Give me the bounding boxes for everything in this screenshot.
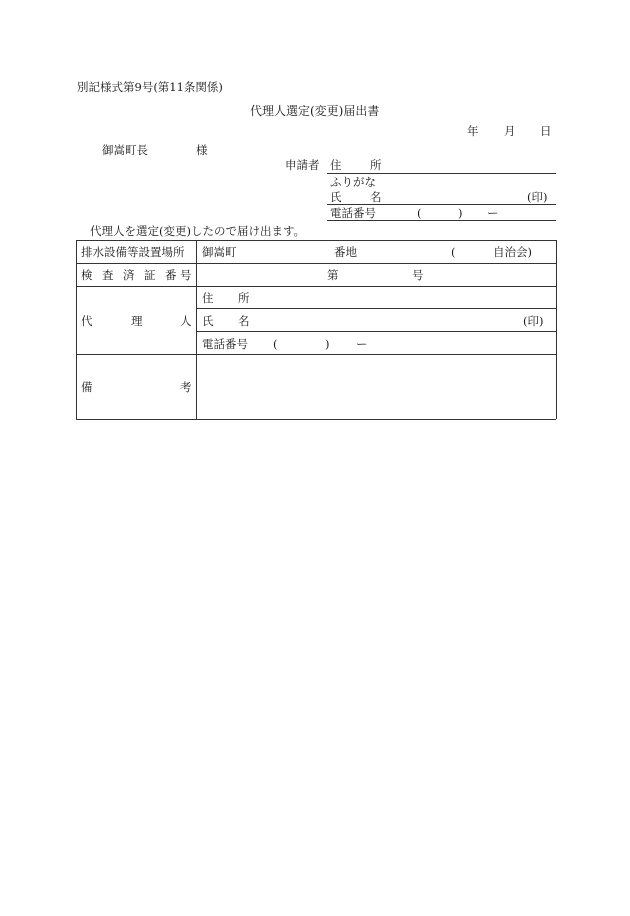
applicant-phone-paren-close: ) (458, 206, 463, 220)
addressee-name: 御嵩町長 (102, 143, 148, 157)
inspection-label-char-3: 済 (123, 268, 135, 282)
applicant-name-label-2: 名 (370, 190, 382, 204)
addressee-honorific: 様 (196, 143, 208, 157)
applicant-address-line (327, 173, 556, 174)
applicant-furigana-label: ふりがな (330, 175, 376, 189)
location-jichikai: 自治会) (493, 245, 532, 259)
agent-seal: (印) (523, 314, 544, 328)
applicant-name-line (327, 204, 556, 205)
inspection-go: 号 (412, 268, 424, 282)
remarks-label-char-1: 備 (81, 380, 93, 394)
date-day-label: 日 (540, 124, 552, 138)
agent-name-label-1: 氏 (202, 314, 214, 328)
inspection-label-char-4: 証 (144, 268, 156, 282)
applicant-phone-paren-open: ( (417, 206, 422, 220)
applicant-address-label-1: 住 (330, 158, 342, 172)
applicant-label: 申請者 (285, 158, 320, 172)
applicant-phone-label: 電話番号 (330, 206, 376, 220)
statement-text: 代理人を選定(変更)したので届け出ます。 (90, 224, 306, 238)
agent-label-char-3: 人 (180, 314, 192, 328)
location-banchi: 番地 (334, 245, 357, 259)
form-number: 別記様式第9号(第11条関係) (77, 80, 223, 94)
agent-address-label-1: 住 (202, 291, 214, 305)
inspection-label-char-2: 査 (102, 268, 114, 282)
applicant-phone-dash: ー (487, 206, 499, 220)
inspection-dai: 第 (327, 268, 339, 282)
agent-label-char-2: 理 (131, 314, 143, 328)
applicant-phone-line (327, 220, 556, 221)
inspection-label-char-6: 号 (180, 268, 192, 282)
inspection-label-char-5: 番 (165, 268, 177, 282)
applicant-name-label-1: 氏 (330, 190, 342, 204)
agent-address-label-2: 所 (238, 291, 250, 305)
applicant-address-label-2: 所 (370, 158, 382, 172)
agent-phone-dash: ー (356, 337, 368, 351)
agent-label-char-1: 代 (81, 314, 93, 328)
agent-phone-paren-open: ( (273, 337, 278, 351)
location-label: 排水設備等設置場所 (81, 245, 185, 259)
location-town: 御嵩町 (202, 245, 237, 259)
agent-phone-label: 電話番号 (202, 337, 248, 351)
location-paren-open: ( (451, 245, 456, 259)
applicant-seal: (印) (527, 190, 548, 204)
date-year-label: 年 (467, 124, 479, 138)
inspection-label-char-1: 検 (81, 268, 93, 282)
agent-phone-paren-close: ) (325, 337, 330, 351)
agent-name-label-2: 名 (238, 314, 250, 328)
remarks-label-char-2: 考 (180, 380, 192, 394)
document-title: 代理人選定(変更)届出書 (250, 104, 380, 118)
date-month-label: 月 (504, 124, 516, 138)
